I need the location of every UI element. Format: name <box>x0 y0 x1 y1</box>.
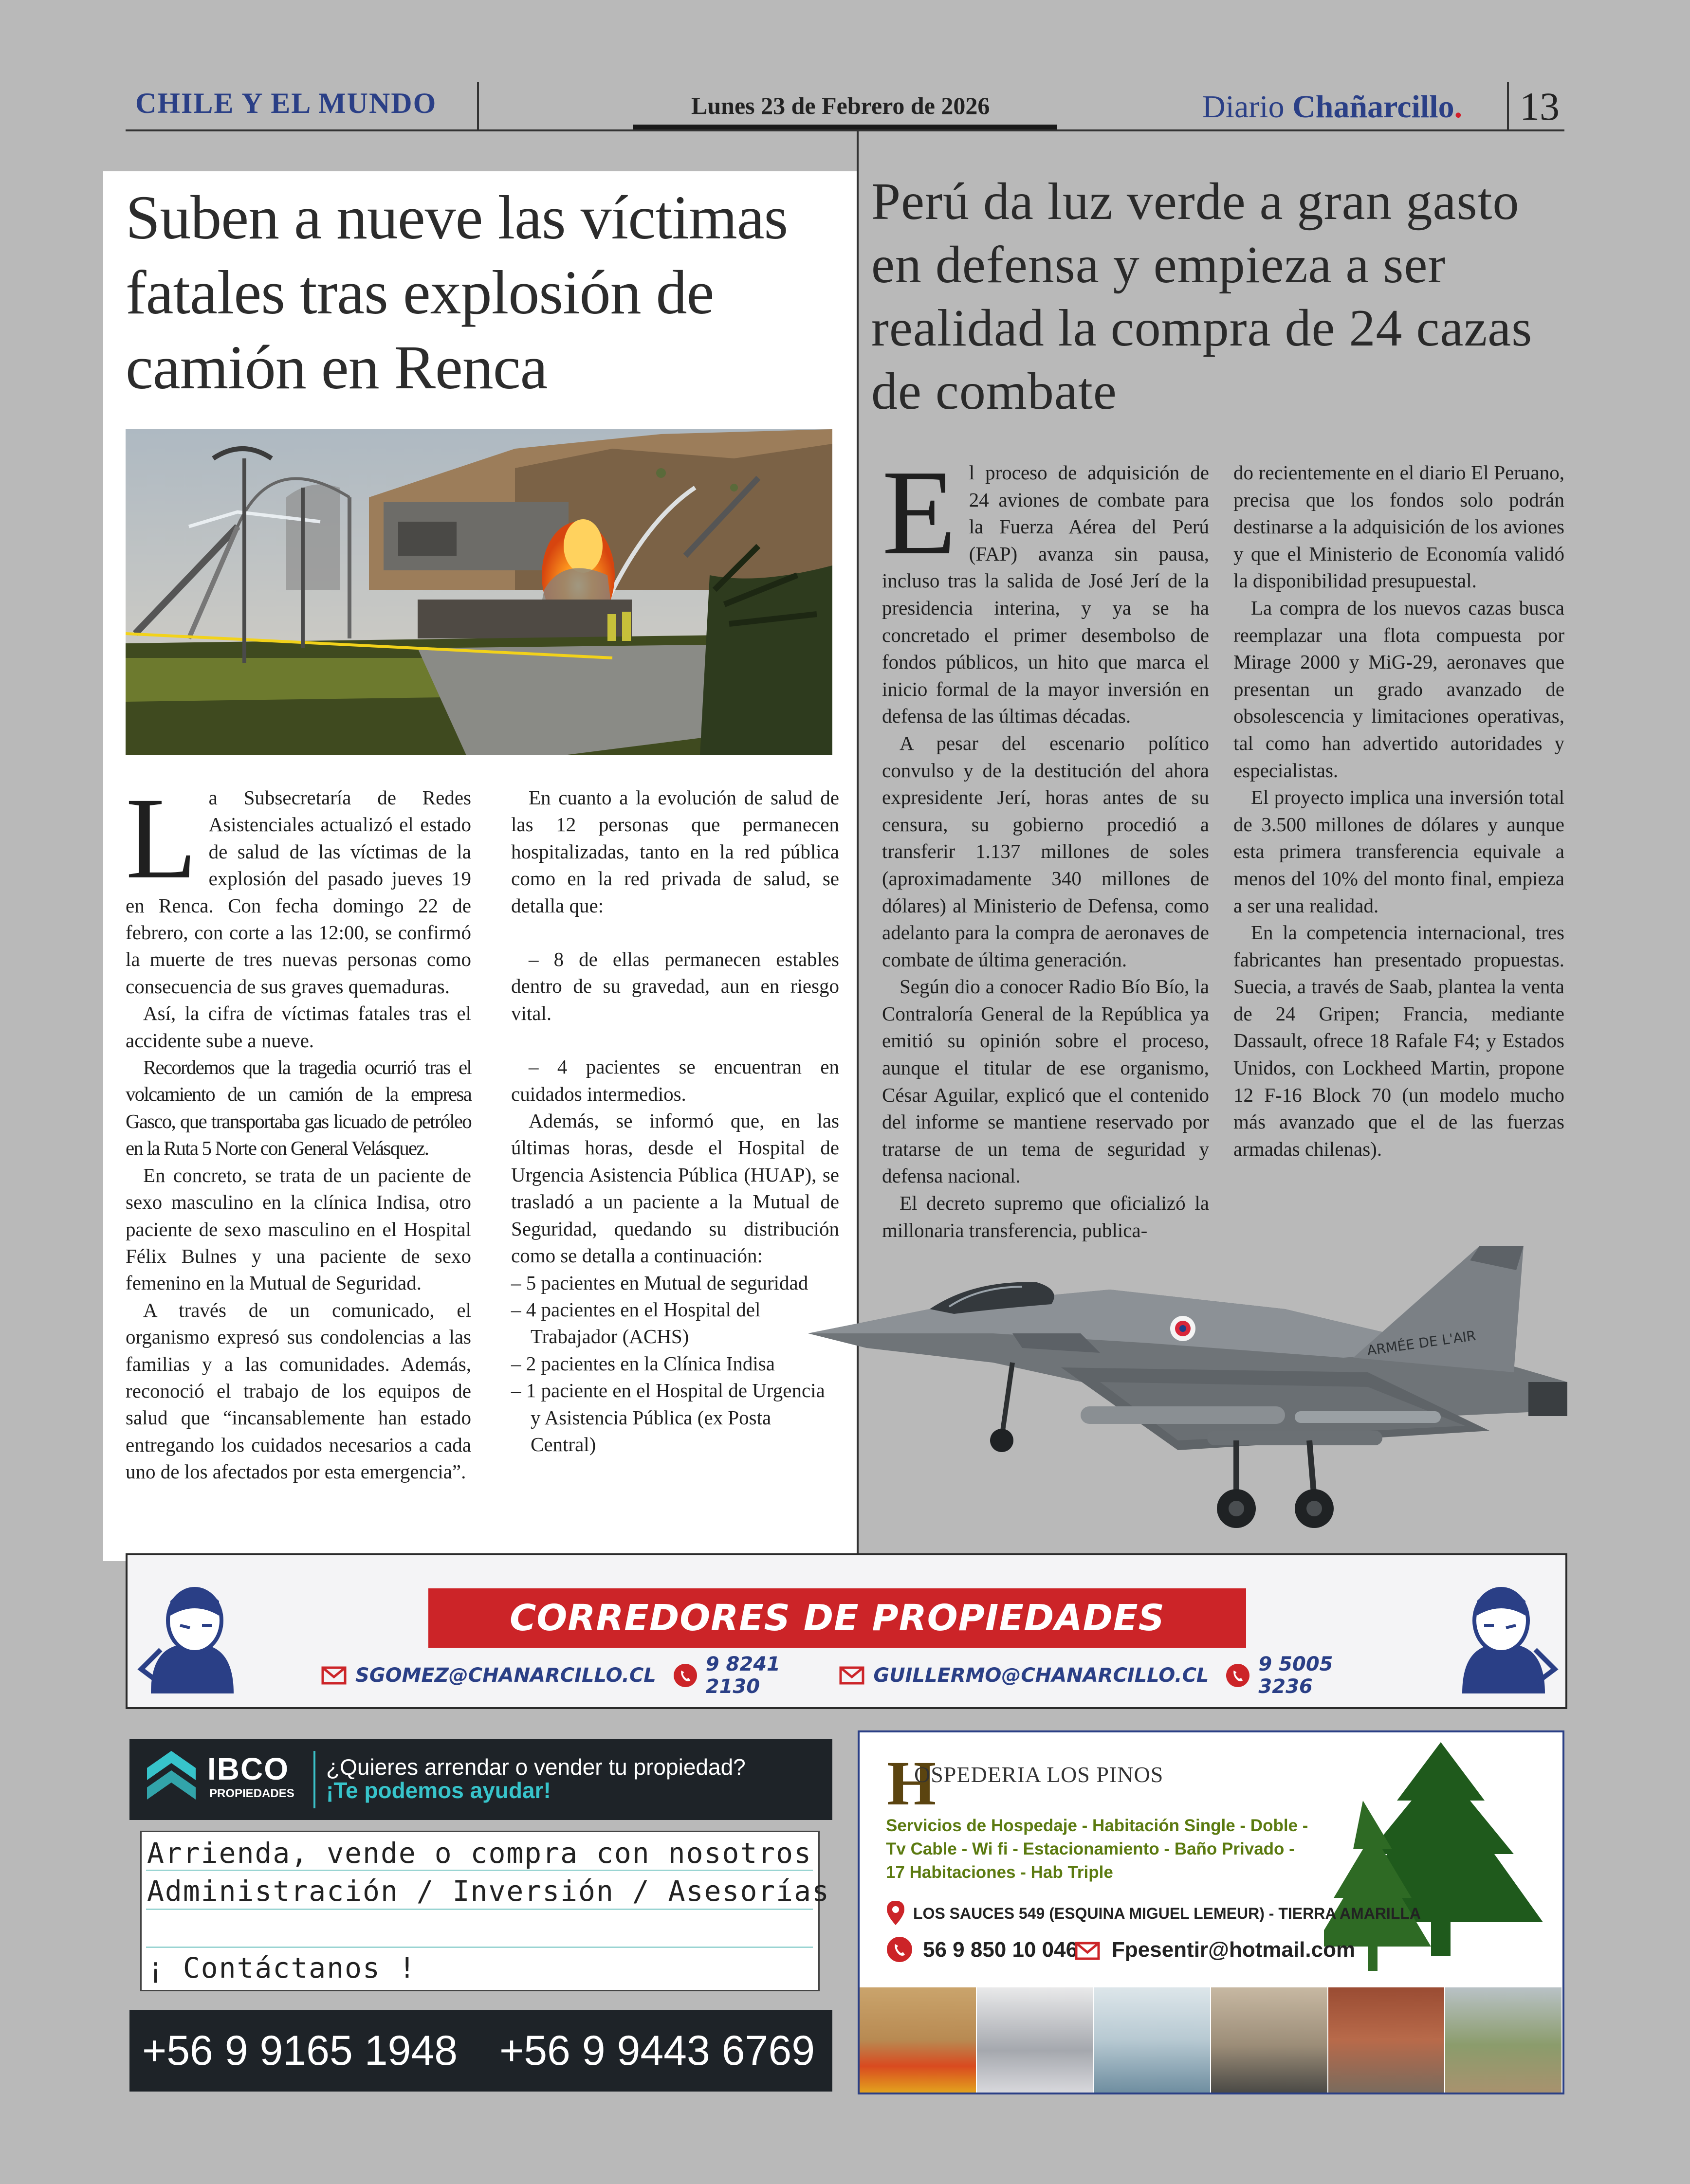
room-photo <box>860 1987 977 2093</box>
corredores-contacts <box>321 1653 1392 1698</box>
issue-date: Lunes 23 de Febrero de 2026 <box>691 92 990 119</box>
corredores-banner: CORREDORES DE PROPIEDADES <box>428 1588 1246 1648</box>
mail-icon <box>321 1666 347 1685</box>
left-article-column-2 <box>511 784 839 1458</box>
list-item: – 2 pacientes en la Clínica Indisa <box>511 1352 775 1375</box>
section-label: CHILE Y EL MUNDO <box>135 87 437 119</box>
hospederia-phone[interactable]: 56 9 850 10 046 <box>923 1938 1078 1962</box>
masthead-name: Chañarcillo <box>1292 89 1454 125</box>
paragraph: En la competencia internacional, tres fabricantes han presentado propuestas. Suecia, a través de Saab, plantea la venta de 24 Gripen; Francia, mediante Dassault, ofrece 18 Rafale F4; y Estados Unidos, con Lockheed Martin, propone 12 F-16 Block 70 (un modelo mucho más avanzado que el de las fuerzas armadas chilenas). <box>1233 921 1564 1160</box>
ibco-separator <box>313 1751 315 1808</box>
contact-phone[interactable]: 9 5005 3236 <box>1258 1653 1333 1698</box>
paragraph: Según dio a conocer Radio Bío Bío, la Contraloría General de la República ya emitió su opinión sobre el proceso, aunque el titular de ese organismo, César Aguilar, explicó que el contenido del informe se mantiene reservado por tratarse de un tema de seguridad y defensa nacional. <box>882 975 1209 1187</box>
jet-marking: ARMÉE DE L'AIR <box>1366 1327 1477 1359</box>
ibco-logo-icon <box>147 1751 196 1809</box>
list-item: – 4 pacientes en el Hospital del Trabajador (ACHS) <box>511 1298 761 1348</box>
room-photo <box>1445 1987 1562 2093</box>
left-article-column-1 <box>126 773 471 1486</box>
phone-icon <box>674 1662 697 1689</box>
paragraph: a Subsecretaría de Redes Asistenciales actualizó el estado de salud de las víctimas de la explosión del pasado jueves 19 en Renca. Con fecha domingo 22 de febrero, con corte a las 12:00, se confirmó la muerte de tres nuevas personas como consecuencia de sus graves quemaduras. <box>126 786 471 998</box>
right-article-column-2 <box>1233 459 1564 1163</box>
ibco-answer: ¡Te podemos ayudar! <box>326 1778 551 1803</box>
phone-icon <box>887 1937 912 1962</box>
paragraph: l proceso de adquisición de 24 aviones de combate para la Fuerza Aérea del Perú (FAP) avanza sin pausa, incluso tras la salida de José Jerí de la presidencia interina, y ya se ha concretado el primer desembolso de fondos públicos, un hito que marca el inicio formal de la mayor inversión en defensa de las últimas décadas. <box>882 461 1209 728</box>
ibco-question: ¿Quieres arrendar o vender tu propiedad? <box>326 1754 746 1780</box>
list-item: – 5 pacientes en Mutual de seguridad <box>511 1271 808 1294</box>
left-article-title: Suben a nueve las víctimas fatales tras explosión de camión en Renca <box>126 183 788 402</box>
service-line: 17 Habitaciones - Hab Triple <box>886 1863 1113 1882</box>
masthead <box>1202 89 1462 126</box>
paragraph: do recientemente en el diario El Peruano, precisa que los fondos solo podrán destinarse a la adquisición de los aviones y que el Ministerio de Economía validó la disponibilidad presupuestal. <box>1233 461 1564 592</box>
room-photo <box>977 1987 1094 2093</box>
right-article-column-1 <box>882 445 1209 1244</box>
mail-icon <box>1075 1942 1100 1960</box>
page-number: 13 <box>1520 84 1560 128</box>
paragraph: – 8 de ellas permanecen estables dentro de su gravedad, aun en riesgo vital. <box>511 948 839 1024</box>
ibco-brand: IBCO <box>207 1751 289 1786</box>
contact-email[interactable]: GUILLERMO@CHANARCILLO.CL <box>873 1664 1209 1687</box>
pine-trees-icon <box>1324 1742 1558 1985</box>
bust-illustration-icon <box>131 1572 253 1693</box>
hospederia-email[interactable]: Fpesentir@hotmail.com <box>1112 1938 1356 1962</box>
service-line: Servicios de Hospedaje - Habitación Single - Doble - <box>886 1816 1308 1835</box>
paragraph: Además, se informó que, en las últimas horas, desde el Hospital de Urgencia Asistencia Pública (HUAP), se trasladó a un paciente a la Mutual de Seguridad, quedando su distribución como se detalla a continuación: <box>511 1110 839 1267</box>
paragraph: Recordemos que la tragedia ocurrió tras el volcamiento de un camión de la empresa Gasco, que transportaba gas licuado de petróleo en la Ruta 5 Norte con General Velásquez. <box>126 1056 471 1160</box>
ruled-line <box>146 1870 813 1871</box>
contact-item <box>321 1664 656 1687</box>
ruled-line <box>146 1909 813 1910</box>
paragraph: A través de un comunicado, el organismo expresó sus condolencias a las familias y a las comunidades. Además, reconoció el trabajo de los equipos de salud que “incansablemente han estado entregando los cuidados necesarios a cada uno de los afectados por esta emergencia”. <box>126 1298 471 1483</box>
contact-item <box>839 1664 1209 1687</box>
hospederia-initial: H <box>887 1748 937 1819</box>
contact-item <box>674 1653 822 1698</box>
ibco-line-3: ¡ Contáctanos ! <box>147 1951 417 1984</box>
ibco-line-1: Arrienda, vende o compra con nosotros <box>147 1837 812 1870</box>
masthead-dot: . <box>1454 89 1463 125</box>
paragraph: El decreto supremo que oficializó la millonaria transferencia, publica- <box>882 1192 1209 1241</box>
list-item: – 1 paciente en el Hospital de Urgencia y Asistencia Pública (ex Posta Central) <box>511 1379 825 1456</box>
ibco-phone[interactable]: +56 9 9165 1948 <box>142 2027 458 2074</box>
paragraph: Así, la cifra de víctimas fatales tras el accidente sube a nueve. <box>126 1002 471 1052</box>
right-dropcap: E <box>882 445 956 580</box>
fighter-jet-image <box>808 1236 1572 1538</box>
paragraph: En concreto, se trata de un paciente de sexo masculino en la clínica Indisa, otro paciente de sexo masculino en el Hospital Félix Bulnes y una paciente de sexo femenino en la Mutual de Seguridad. <box>126 1164 471 1294</box>
paragraph: La compra de los nuevos cazas busca reemplazar una flota compuesta por Mirage 2000 y MiG-29, aeronaves que presentan un grado avanzado de obsolescencia y limitaciones operativas, tal como han advertido autoridades y especialistas. <box>1233 596 1564 782</box>
room-photos <box>860 1987 1562 2093</box>
contact-email[interactable]: SGOMEZ@CHANARCILLO.CL <box>355 1664 656 1687</box>
header-rule <box>126 129 1564 131</box>
location-pin-icon <box>887 1901 904 1925</box>
ruled-line <box>146 1947 813 1948</box>
hospederia-services <box>886 1814 1324 1884</box>
ibco-line-2: Administración / Inversión / Asesorías <box>147 1875 830 1908</box>
ibco-phone[interactable]: +56 9 9443 6769 <box>499 2027 815 2074</box>
hospederia-address: LOS SAUCES 549 (ESQUINA MIGUEL LEMEUR) - TIERRA AMARILLA <box>913 1905 1421 1922</box>
ibco-brand-sub: PROPIEDADES <box>209 1787 294 1800</box>
phone-icon <box>1226 1662 1249 1689</box>
header-divider <box>477 82 479 130</box>
bust-illustration-icon <box>1443 1572 1564 1693</box>
masthead-prefix: Diario <box>1202 89 1285 125</box>
room-photo <box>1328 1987 1446 2093</box>
room-photo <box>1094 1987 1211 2093</box>
contact-phone[interactable]: 9 8241 2130 <box>705 1653 780 1698</box>
explosion-photo <box>126 429 832 755</box>
header-divider <box>1507 82 1509 130</box>
hospederia-name: OSPEDERIA LOS PINOS <box>914 1762 1164 1787</box>
paragraph: En cuanto a la evolución de salud de las 12 personas que permanecen hospitalizadas, tanto en la red pública como en la red privada de salud, se detalla que: <box>511 786 839 917</box>
service-line: Tv Cable - Wi fi - Estacionamiento - Baño Privado - <box>886 1839 1295 1858</box>
mail-icon <box>839 1666 864 1685</box>
left-dropcap: L <box>126 773 197 903</box>
right-article-title: Perú da luz verde a gran gasto en defensa y empieza a ser realidad la compra de 24 cazas de combate <box>871 173 1533 420</box>
ibco-phones <box>129 2010 832 2092</box>
paragraph: – 4 pacientes se encuentran en cuidados intermedios. <box>511 1056 839 1105</box>
paragraph: A pesar del escenario político convulso y de la destitución del ahora expresidente Jerí, horas antes de su censura, su gobierno procedió a transferir 1.137 millones de soles (aproximadamente 340 millones de dólares) al Ministerio de Defensa, como adelanto para la compra de aeronaves de combate de última generación. <box>882 731 1209 971</box>
contact-item <box>1226 1653 1375 1698</box>
room-photo <box>1211 1987 1328 2093</box>
paragraph: El proyecto implica una inversión total de 3.500 millones de dólares y aunque esta primera transferencia equivale a menos del 10% del monto final, empieza a ser una realidad. <box>1233 786 1564 917</box>
